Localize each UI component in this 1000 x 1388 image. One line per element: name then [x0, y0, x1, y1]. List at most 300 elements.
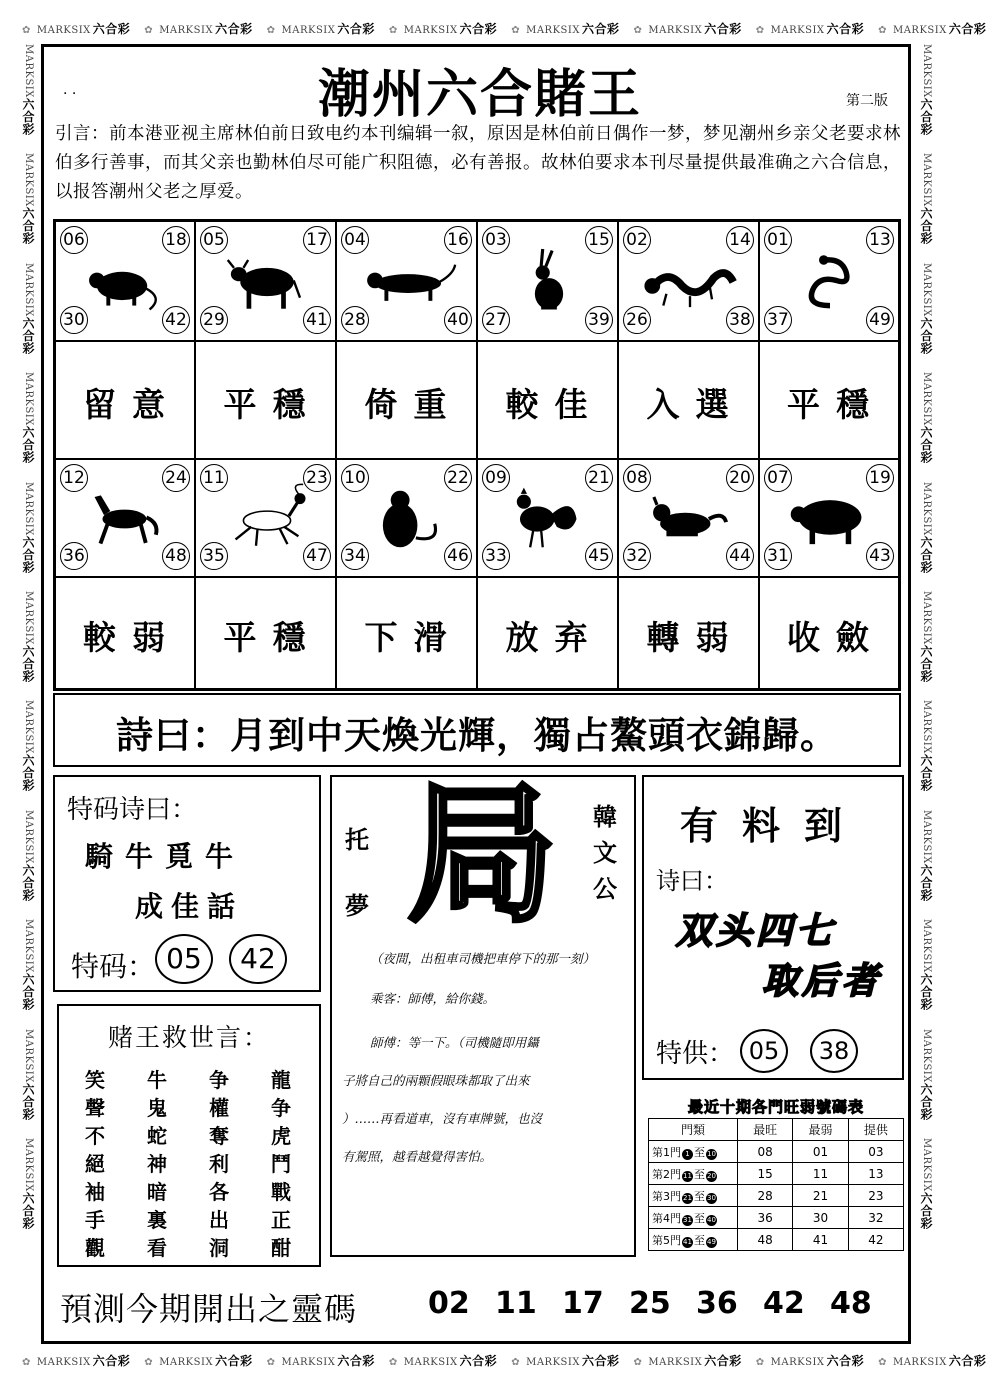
- zodiac-label: 平穩: [223, 385, 322, 424]
- gambler-word-char: 不: [85, 1124, 105, 1148]
- stats-row: [649, 1141, 904, 1163]
- zodiac-number: 41: [303, 306, 331, 334]
- watermark-item: [511, 22, 620, 36]
- prediction-number: 42: [763, 1286, 805, 1321]
- watermark-item: [921, 810, 932, 901]
- prediction-number: 02: [428, 1286, 470, 1321]
- stats-tip-cell: 13: [848, 1163, 903, 1185]
- dream-big-character: 局: [406, 769, 557, 943]
- stats-door-cell: [649, 1229, 738, 1251]
- stats-header-tip: 提供: [848, 1119, 903, 1141]
- zodiac-number: 37: [764, 306, 792, 334]
- gambler-word-char: 聲: [85, 1096, 105, 1120]
- watermark-item: [23, 700, 34, 791]
- watermark-latin: MARKSIX: [281, 1357, 336, 1368]
- flower-icon: ✿: [755, 25, 765, 36]
- prediction-number: 25: [629, 1286, 671, 1321]
- zodiac-number: 23: [303, 464, 331, 492]
- watermark-right: [918, 44, 935, 1344]
- watermark-latin: MARKSIX: [648, 1357, 703, 1368]
- door-label: 第1門: [652, 1145, 681, 1159]
- watermark-cn: 六合彩: [948, 22, 987, 36]
- watermark-item: [144, 1354, 253, 1368]
- range-end-badge: 40: [707, 1215, 716, 1224]
- zodiac-number: 17: [303, 226, 331, 254]
- tips-poem-label: 诗曰：: [656, 867, 728, 895]
- range-start-badge: 31: [683, 1215, 692, 1224]
- watermark-cn: 六合彩: [581, 1354, 620, 1368]
- special-poem-line1: 騎牛覓牛: [85, 840, 246, 873]
- watermark-latin: MARKSIX: [23, 262, 34, 317]
- flower-icon: ✿: [266, 1357, 276, 1368]
- prediction-number: 48: [830, 1286, 872, 1321]
- zodiac-number: 05: [200, 226, 228, 254]
- zodiac-number: 48: [162, 542, 190, 570]
- dream-box: [330, 769, 636, 1257]
- gambler-word-char: 龍: [271, 1068, 291, 1092]
- watermark-item: [23, 372, 34, 463]
- watermark-item: [266, 22, 375, 36]
- watermark-item: [22, 22, 131, 36]
- watermark-cn: 六合彩: [21, 1191, 35, 1230]
- rat-icon: [71, 242, 181, 322]
- zodiac-cell: [759, 459, 899, 577]
- to-label: 至: [694, 1167, 705, 1181]
- watermark-latin: MARKSIX: [921, 153, 932, 208]
- zodiac-number: 08: [623, 464, 651, 492]
- flower-icon: ✿: [22, 25, 31, 36]
- range-start-badge: 11: [683, 1171, 692, 1180]
- watermark-cn: 六合彩: [826, 22, 865, 36]
- stats-door-cell: [649, 1163, 738, 1185]
- stats-row: [649, 1185, 904, 1207]
- zodiac-cell: [195, 459, 336, 577]
- stats-cold-cell: 11: [793, 1163, 848, 1185]
- watermark-cn: 六合彩: [919, 97, 933, 136]
- zodiac-number: 40: [444, 306, 472, 334]
- gambler-word-char: 觀: [85, 1236, 105, 1260]
- watermark-item: [921, 1138, 932, 1229]
- gambler-word-char: 暗: [147, 1180, 167, 1204]
- watermark-item: [633, 22, 742, 36]
- to-label: 至: [694, 1233, 705, 1247]
- zodiac-number: 22: [444, 464, 472, 492]
- zodiac-number: 36: [60, 542, 88, 570]
- range-end-badge: 30: [707, 1193, 716, 1202]
- watermark-top: [22, 20, 1000, 37]
- gambler-word-char: 鬥: [271, 1152, 291, 1176]
- flower-icon: ✿: [388, 1357, 398, 1368]
- watermark-latin: MARKSIX: [526, 25, 580, 36]
- range-start-badge: 1: [682, 1149, 693, 1160]
- zodiac-cell: [477, 459, 618, 577]
- watermark-latin: MARKSIX: [159, 1357, 214, 1368]
- zodiac-number: 21: [585, 464, 613, 492]
- intro-text: 引言：前本港亚视主席林伯前日致电约本刊编辑一叙，原因是林伯前日偶作一梦，梦见潮州乡亲父老要求林伯多行善事，而其父亲也勤林伯尽可能广积阻德，必有善报。故林伯要求本刊尽量提供最准确之六合信息，以报答潮州父老之厚爱。: [55, 124, 901, 202]
- zodiac-number: 15: [585, 226, 613, 254]
- watermark-cn: 六合彩: [21, 535, 35, 573]
- zodiac-number: 28: [341, 306, 369, 334]
- zodiac-label-cell: [759, 341, 899, 459]
- gambler-word-char: 酣: [271, 1236, 291, 1260]
- gambler-words-grid: [85, 1064, 305, 1262]
- watermark-left: [20, 44, 37, 1344]
- zodiac-cell: [759, 221, 899, 341]
- special-code-1: 05: [155, 934, 213, 984]
- watermark-latin: MARKSIX: [23, 44, 34, 98]
- zodiac-label: 收斂: [787, 618, 885, 657]
- zodiac-label-cell: [195, 577, 336, 689]
- watermark-item: [388, 1354, 498, 1368]
- zodiac-label: 留意: [83, 385, 181, 424]
- zodiac-number: 38: [726, 306, 754, 334]
- zodiac-label-cell: [477, 341, 618, 459]
- zodiac-cell: [336, 221, 477, 341]
- stats-table-wrap: [648, 1118, 904, 1251]
- watermark-item: [633, 1354, 742, 1368]
- stats-door-cell: [649, 1207, 738, 1229]
- stats-header-cold: 最弱: [793, 1119, 848, 1141]
- stats-cold-cell: 21: [793, 1185, 848, 1207]
- watermark-cn: 六合彩: [21, 316, 35, 355]
- zodiac-label-cell: [336, 341, 477, 459]
- stats-cold-cell: 01: [793, 1141, 848, 1163]
- watermark-cn: 六合彩: [92, 1354, 131, 1368]
- watermark-cn: 六合彩: [919, 535, 933, 573]
- watermark-latin: MARKSIX: [921, 590, 932, 645]
- zodiac-number: 16: [444, 226, 472, 254]
- watermark-cn: 六合彩: [826, 1354, 865, 1368]
- zodiac-number: 02: [623, 226, 651, 254]
- watermark-cn: 六合彩: [581, 22, 620, 36]
- stats-title: 最近十期各門旺弱號碼表: [687, 1098, 864, 1116]
- flower-icon: ✿: [388, 25, 398, 36]
- watermark-item: [23, 263, 34, 354]
- watermark-cn: 六合彩: [21, 207, 35, 245]
- dream-left-label: 托夢: [345, 826, 369, 920]
- stats-header-hot: 最旺: [738, 1119, 793, 1141]
- edition-label: 第二版: [846, 93, 888, 109]
- watermark-latin: MARKSIX: [921, 700, 932, 755]
- watermark-cn: 六合彩: [948, 1354, 987, 1368]
- watermark-item: [921, 591, 932, 682]
- watermark-item: [878, 22, 987, 36]
- special-code-label: 特码：: [71, 950, 156, 983]
- watermark-latin: MARKSIX: [403, 1357, 458, 1368]
- zodiac-cell: [477, 221, 618, 341]
- gambler-word-char: 洞: [209, 1236, 229, 1260]
- watermark-item: [921, 919, 932, 1010]
- zodiac-cell: [55, 459, 195, 577]
- watermark-latin: MARKSIX: [770, 1357, 825, 1368]
- zodiac-number: 09: [482, 464, 510, 492]
- zodiac-label: 入選: [646, 385, 745, 424]
- watermark-cn: 六合彩: [21, 863, 35, 902]
- flower-icon: ✿: [755, 1357, 765, 1368]
- zodiac-cell: [55, 221, 195, 341]
- zodiac-number: 44: [726, 542, 754, 570]
- zodiac-number: 20: [726, 464, 754, 492]
- watermark-item: [921, 372, 932, 463]
- zodiac-number: 45: [585, 542, 613, 570]
- monkey-icon: [353, 479, 463, 559]
- zodiac-number: 30: [60, 306, 88, 334]
- watermark-item: [23, 1029, 34, 1120]
- ox-icon: [212, 242, 322, 322]
- snake-icon: [775, 242, 885, 322]
- gambler-word-char: 奪: [209, 1124, 229, 1148]
- zodiac-label-cell: [618, 341, 759, 459]
- prediction-number: 11: [495, 1286, 537, 1321]
- zodiac-cell: [195, 221, 336, 341]
- zodiac-cell: [618, 221, 759, 341]
- watermark-item: [23, 482, 34, 573]
- watermark-cn: 六合彩: [92, 22, 131, 36]
- flower-icon: ✿: [144, 25, 154, 36]
- zodiac-label: 較弱: [83, 618, 181, 657]
- gambler-word-char: 利: [209, 1152, 229, 1176]
- zodiac-grid: [53, 219, 901, 691]
- watermark-cn: 六合彩: [459, 1354, 498, 1368]
- gambler-word-char: 虎: [271, 1124, 291, 1148]
- gambler-word-char: 看: [147, 1236, 167, 1260]
- stats-header-door: 門類: [649, 1119, 738, 1141]
- stats-tip-cell: 32: [848, 1207, 903, 1229]
- zodiac-number: 34: [341, 542, 369, 570]
- zodiac-label-cell: [55, 577, 195, 689]
- watermark-latin: MARKSIX: [23, 809, 34, 864]
- gambler-word-char: 笑: [85, 1068, 105, 1092]
- watermark-bottom: [22, 1352, 1000, 1369]
- dream-story-line: 子將自己的兩顆假眼珠都取了出來: [342, 1073, 530, 1088]
- tips-box: [642, 775, 904, 1080]
- page-title: 潮州六合賭王: [317, 64, 642, 125]
- watermark-latin: MARKSIX: [403, 25, 458, 36]
- zodiac-label-cell: [336, 577, 477, 689]
- zodiac-number: 06: [60, 226, 88, 254]
- zodiac-number: 47: [303, 542, 331, 570]
- range-start-badge: 21: [683, 1193, 692, 1202]
- range-end-badge: 10: [707, 1149, 716, 1158]
- watermark-latin: MARKSIX: [159, 25, 214, 36]
- watermark-cn: 六合彩: [704, 22, 742, 36]
- zodiac-label-cell: [618, 577, 759, 689]
- zodiac-label: 倚重: [364, 385, 463, 424]
- watermark-latin: MARKSIX: [921, 372, 932, 427]
- watermark-latin: MARKSIX: [921, 262, 932, 317]
- tips-code-label: 特供：: [656, 1039, 735, 1069]
- zodiac-number: 46: [444, 542, 472, 570]
- watermark-item: [755, 1354, 865, 1368]
- stats-hot-cell: 15: [738, 1163, 793, 1185]
- tips-heading: 有料到: [679, 804, 866, 848]
- prediction-label: 預測今期開出之靈碼: [60, 1290, 358, 1328]
- poem-banner-text: 詩曰：月到中天煥光輝，獨占鰲頭衣錦歸。: [116, 714, 838, 757]
- watermark-item: [921, 482, 932, 573]
- prediction-number: 36: [696, 1286, 738, 1321]
- gambler-word-char: 争: [271, 1096, 291, 1120]
- range-end-badge: 20: [707, 1171, 716, 1180]
- flower-icon: ✿: [22, 1357, 31, 1368]
- stats-tip-cell: 03: [848, 1141, 903, 1163]
- gambler-word-char: 裏: [147, 1208, 167, 1232]
- rabbit-icon: [494, 242, 604, 322]
- watermark-latin: MARKSIX: [23, 919, 34, 974]
- zodiac-number: 14: [726, 226, 754, 254]
- zodiac-number: 18: [162, 226, 190, 254]
- gambler-word-char: 争: [209, 1068, 229, 1092]
- zodiac-number: 35: [200, 542, 228, 570]
- watermark-item: [921, 1029, 932, 1120]
- watermark-latin: MARKSIX: [921, 1028, 932, 1083]
- watermark-latin: MARKSIX: [892, 25, 947, 36]
- gambler-word-char: 袖: [85, 1180, 105, 1204]
- gambler-word-char: 權: [209, 1096, 229, 1120]
- flower-icon: ✿: [144, 1357, 154, 1368]
- watermark-latin: MARKSIX: [281, 25, 336, 36]
- watermark-item: [23, 591, 34, 682]
- stats-row: [649, 1207, 904, 1229]
- tips-line1: 双头四七: [676, 911, 837, 952]
- dream-story-line: 師傅：等一下。（司機隨即用鑷: [370, 1035, 539, 1050]
- special-code-2: 42: [229, 934, 287, 984]
- zodiac-number: 29: [200, 306, 228, 334]
- flower-icon: ✿: [633, 1357, 643, 1368]
- zodiac-number: 42: [162, 306, 190, 334]
- stats-tip-cell: 42: [848, 1229, 903, 1251]
- stats-table: [648, 1118, 904, 1251]
- zodiac-number: 39: [585, 306, 613, 334]
- flower-icon: ✿: [878, 25, 887, 36]
- range-end-badge: 49: [707, 1237, 716, 1246]
- watermark-item: [23, 919, 34, 1010]
- watermark-cn: 六合彩: [919, 207, 933, 245]
- flower-icon: ✿: [511, 1357, 521, 1368]
- zodiac-number: 19: [866, 464, 894, 492]
- tips-code-2: 38: [810, 1029, 858, 1073]
- zodiac-number: 27: [482, 306, 510, 334]
- watermark-latin: MARKSIX: [770, 25, 825, 36]
- zodiac-number: 12: [60, 464, 88, 492]
- watermark-latin: MARKSIX: [23, 590, 34, 645]
- watermark-cn: 六合彩: [21, 973, 35, 1011]
- zodiac-label-cell: [55, 341, 195, 459]
- stats-row: [649, 1229, 904, 1251]
- watermark-item: [23, 44, 34, 135]
- watermark-latin: MARKSIX: [36, 1357, 91, 1368]
- watermark-latin: MARKSIX: [23, 1028, 34, 1083]
- dream-story-line: ）……再看道車，沒有車牌號，也沒: [342, 1111, 543, 1126]
- gambler-words-heading: 赌王救世言：: [107, 1023, 270, 1052]
- zodiac-number: 26: [623, 306, 651, 334]
- flower-icon: ✿: [511, 25, 521, 36]
- gambler-words-box: [57, 1004, 321, 1267]
- watermark-cn: 六合彩: [337, 22, 375, 36]
- zodiac-label: 平穩: [787, 385, 885, 424]
- tips-code-1: 05: [740, 1029, 788, 1073]
- dream-story-line: 乘客：師傅，給你錢。: [370, 991, 496, 1006]
- stats-door-cell: [649, 1185, 738, 1207]
- zodiac-number: 49: [866, 306, 894, 334]
- watermark-cn: 六合彩: [919, 1191, 933, 1230]
- watermark-item: [23, 153, 34, 244]
- prediction-number: 17: [562, 1286, 604, 1321]
- zodiac-label: 轉弱: [646, 618, 745, 657]
- stats-door-cell: [649, 1141, 738, 1163]
- watermark-cn: 六合彩: [919, 973, 933, 1011]
- zodiac-number: 33: [482, 542, 510, 570]
- watermark-cn: 六合彩: [215, 22, 253, 36]
- zodiac-number: 13: [866, 226, 894, 254]
- watermark-cn: 六合彩: [459, 22, 498, 36]
- stats-hot-cell: 48: [738, 1229, 793, 1251]
- watermark-item: [388, 22, 498, 36]
- watermark-latin: MARKSIX: [648, 25, 703, 36]
- to-label: 至: [694, 1145, 705, 1159]
- zodiac-number: 32: [623, 542, 651, 570]
- watermark-latin: MARKSIX: [921, 44, 932, 98]
- watermark-cn: 六合彩: [919, 426, 933, 464]
- gambler-word-char: 牛: [147, 1068, 167, 1092]
- watermark-item: [23, 1138, 34, 1229]
- watermark-cn: 六合彩: [21, 1082, 35, 1120]
- watermark-item: [921, 44, 932, 135]
- dog-icon: [635, 479, 745, 559]
- to-label: 至: [694, 1189, 705, 1203]
- watermark-latin: MARKSIX: [36, 25, 91, 36]
- gambler-word-char: 絕: [85, 1152, 105, 1176]
- watermark-latin: MARKSIX: [921, 809, 932, 864]
- prediction-numbers: [428, 1284, 898, 1328]
- goat-icon: [212, 479, 322, 559]
- watermark-item: [755, 22, 865, 36]
- watermark-latin: MARKSIX: [23, 1137, 34, 1192]
- watermark-latin: MARKSIX: [23, 153, 34, 208]
- watermark-cn: 六合彩: [337, 1354, 375, 1368]
- flower-icon: ✿: [633, 25, 643, 36]
- watermark-cn: 六合彩: [919, 644, 933, 683]
- watermark-cn: 六合彩: [21, 754, 35, 792]
- watermark-cn: 六合彩: [919, 316, 933, 355]
- poem-banner: [53, 693, 901, 767]
- watermark-cn: 六合彩: [215, 1354, 253, 1368]
- zodiac-label-cell: [759, 577, 899, 689]
- zodiac-number: 01: [764, 226, 792, 254]
- stats-cold-cell: 41: [793, 1229, 848, 1251]
- dragon-icon: [635, 242, 745, 322]
- gambler-word-char: 各: [209, 1180, 229, 1204]
- zodiac-number: 31: [764, 542, 792, 570]
- watermark-latin: MARKSIX: [892, 1357, 947, 1368]
- watermark-latin: MARKSIX: [23, 372, 34, 427]
- watermark-cn: 六合彩: [919, 754, 933, 792]
- watermark-cn: 六合彩: [21, 644, 35, 683]
- zodiac-label: 較佳: [505, 385, 604, 424]
- zodiac-number: 07: [764, 464, 792, 492]
- rooster-icon: [494, 479, 604, 559]
- dream-right-label: 韓文公: [593, 803, 617, 903]
- gambler-word-char: 戰: [271, 1180, 291, 1204]
- zodiac-number: 10: [341, 464, 369, 492]
- zodiac-label-cell: [477, 577, 618, 689]
- door-label: 第2門: [652, 1167, 681, 1181]
- watermark-latin: MARKSIX: [921, 481, 932, 536]
- watermark-item: [144, 22, 253, 36]
- door-label: 第4門: [652, 1211, 681, 1225]
- gambler-word-char: 神: [147, 1152, 167, 1176]
- zodiac-number: 03: [482, 226, 510, 254]
- watermark-item: [921, 153, 932, 244]
